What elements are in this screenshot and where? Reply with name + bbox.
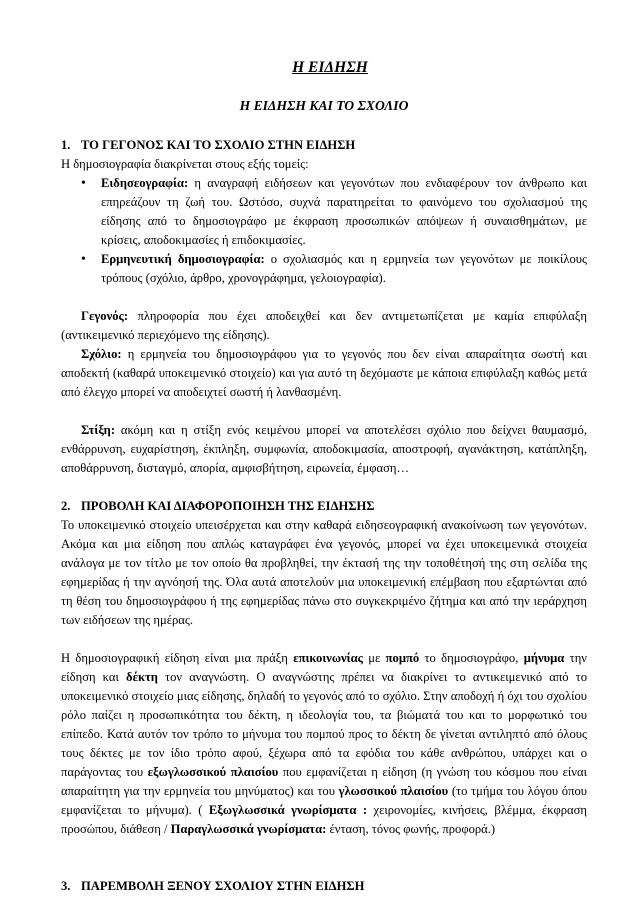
section-3-heading [61, 877, 587, 896]
text-run: την είδηση και [61, 651, 587, 684]
section-1-intro: Η δημοσιογραφία διακρίνεται στους εξής τομείς: [61, 157, 309, 171]
bullet-term: Ειδησεογραφία: [101, 176, 189, 190]
section-2-number: 2. [61, 499, 71, 513]
list-item [81, 174, 587, 250]
text-run: το δημοσιογράφο, [419, 651, 524, 665]
comment-term: Σχόλιο: [81, 347, 122, 361]
text-run: τον αναγνώστη. Ο αναγνώστης πρέπει να διακρίνει το αντικειμενικό από το υποκειμενικό στοιχείο μιας είδησης, δηλαδή το γεγονός από το σχόλιο. Στην αποδοχή ή όχι του σχολίου ρόλο παίζει η προσωπικότητα του δέκτη, η ιδεολογία του, τα βιώματά του και το μορφωτικό του επίπεδο. Κατά αυτόν τον τρόπο το μήνυμα του πομπού προς το δέκτη δε γίνεται αντιληπτό από όλους τους δέκτες με τον ίδιο τρόπο αφού, ξέχωρα από τα εφόδια του κάθε ανθρώπου, υπάρχει και ο παράγοντας του [61, 670, 587, 779]
text-run: (το τμήμα του λόγου όπου εμφανίζεται το μήνυμα). ( [61, 784, 587, 817]
section-1-number: 1. [61, 138, 71, 152]
section-3-heading-text: ΠΑΡΕΜΒΟΛΗ ΞΕΝΟΥ ΣΧΟΛΙΟΥ ΣΤΗΝ ΕΙΔΗΣΗ [81, 879, 365, 893]
bullet-icon: • [81, 252, 86, 267]
bullet-term: Ερμηνευτική δημοσιογραφία: [101, 252, 265, 266]
bullet-icon: • [81, 176, 86, 191]
text-run: χειρονομίες, κινήσεις, βλέμμα, έκφραση προσώπου, διάθεση / [61, 803, 587, 836]
section-1-bullet-list [61, 174, 587, 288]
emphasis-communication: επικοινωνίας [293, 651, 363, 665]
emphasis-linguistic-context: γλωσσικού πλαισίου [338, 784, 449, 798]
page-title: Η ΕΙΔΗΣΗ [292, 59, 368, 76]
section-2-paragraph-1: Το υποκειμενικό στοιχείο υπεισέρχεται και στην καθαρά ειδησεογραφική ανακοίνωση των γεγονότων. Ακόμα και μια είδηση που απλώς καταγράφει ένα γεγονός, μπορεί να έχει υποκειμενικά στοιχεία ανάλογα με τον τίτλο με τον οποίο θα προβληθεί, την έκτασή της την τοποθέτησή της στη σελίδα της εφημερίδας ή την αγνόησή της. Όλα αυτά αποτελούν μια υποκειμενική επέμβαση που εξαρτώνται από τη θέση του δημοσιογράφου ή της εφημερίδας πάνω στο συγκεκριμένο ζήτημα και από την ιεράρχηση των ειδήσεων της ημέρας. [61, 518, 587, 627]
section-2-paragraph-2 [61, 649, 587, 839]
section-2-heading [61, 497, 587, 516]
fact-paragraph [61, 307, 587, 345]
bullet-description: η αναγραφή ειδήσεων και γεγονότων που ενδιαφέρουν τον άνθρωπο και επηρεάζουν τη ζωή του. Ωστόσο, συχνά παρατηρείται το φαινόμενο του σχολιασμού της είδησης από το δημοσιογράφο με έκφραση προσωπικών απόψεων ή συναισθημάτων, με κρίσεις, αποδοκιμασίες ή επιδοκιμασίες. [101, 176, 587, 247]
emphasis-receiver: δέκτη [126, 670, 158, 684]
section-2 [61, 497, 587, 839]
text-run: με [362, 651, 386, 665]
emphasis-extralinguistic-features: Εξωγλωσσικά γνωρίσματα : [208, 803, 368, 817]
page-subtitle: Η ΕΙΔΗΣΗ ΚΑΙ ΤΟ ΣΧΟΛΙΟ [239, 98, 409, 113]
fact-text: πληροφορία που έχει αποδειχθεί και δεν αντιμετωπίζεται με καμία επιφύλαξη (αντικειμενικό περιεχόμενο της είδησης). [61, 309, 587, 342]
section-1 [61, 136, 587, 478]
section-3 [61, 877, 587, 896]
list-item [81, 250, 587, 288]
section-3-number: 3. [61, 879, 71, 893]
section-1-heading [61, 136, 587, 155]
punctuation-paragraph [61, 421, 587, 478]
text-run: Η δημοσιογραφική είδηση είναι μια πράξη [61, 651, 294, 665]
punctuation-term: Στίξη: [81, 423, 116, 437]
bullet-text [101, 174, 587, 250]
bullet-description: ο σχολιασμός και η ερμηνεία των γεγονότων με ποικίλους τρόπους (σχόλιο, άρθρο, χρονογράφημα, γελοιογραφία). [101, 252, 587, 285]
emphasis-paralinguistic-features: Παραγλωσσικά γνωρίσματα: [170, 822, 327, 836]
fact-term: Γεγονός: [81, 309, 129, 323]
emphasis-message: μήνυμα [523, 651, 565, 665]
emphasis-extralinguistic-context: εξωγλωσσικού πλαισίου [147, 765, 279, 779]
section-2-heading-text: ΠΡΟΒΟΛΗ ΚΑΙ ΔΙΑΦΟΡΟΠΟΙΗΣΗ ΤΗΣ ΕΙΔΗΣΗΣ [81, 499, 375, 513]
comment-paragraph [61, 345, 587, 402]
text-run: ένταση, τόνος φωνής, προφορά.) [326, 822, 496, 836]
bullet-text [101, 250, 587, 288]
comment-text: η ερμηνεία του δημοσιογράφου για το γεγονός που δεν είναι απαραίτητα σωστή και αποδεκτή (καθαρά υποκειμενικό στοιχείο) και για αυτό τη δεχόμαστε με κάποια επιφύλαξη καθώς μετά από έλεγχο μπορεί να αποδειχτεί σωστή ή λανθασμένη. [61, 347, 587, 399]
section-1-heading-text: ΤΟ ΓΕΓΟΝΟΣ ΚΑΙ ΤΟ ΣΧΟΛΙΟ ΣΤΗΝ ΕΙΔΗΣΗ [81, 138, 356, 152]
text-run: που εμφανίζεται η είδηση (η γνώση του κόσμου που είναι απαραίτητη για την ερμηνεία του μηνύματος) και του [61, 765, 587, 798]
punctuation-text: ακόμη και η στίξη ενός κειμένου μπορεί να αποτελέσει σχόλιο που δείχνει θαυμασμό, ενθάρρυνση, ευχαρίστηση, έκπληξη, συμφωνία, αποδοκιμασία, αποστροφή, αγανάκτηση, κατάπληξη, αποθάρρυνση, δισταγμό, απορία, αμφισβήτηση, ειρωνεία, έμφαση… [61, 423, 587, 475]
emphasis-sender: πομπό [385, 651, 420, 665]
